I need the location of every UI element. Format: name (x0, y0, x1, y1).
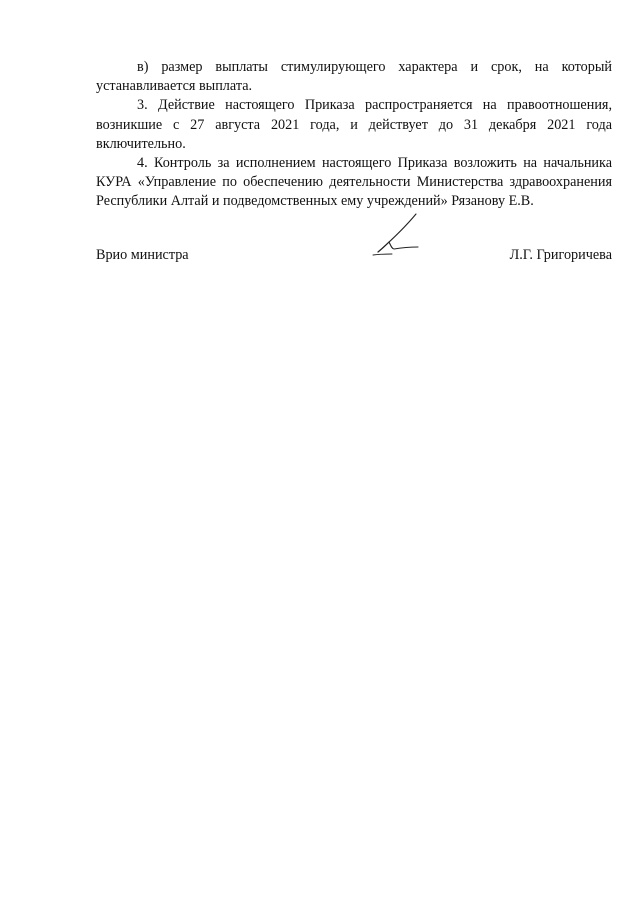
paragraph-item-3: 3. Действие настоящего Приказа распространяется на правоотношения, возникшие с 27 августа 2021 года, и действует до 31 декабря 2021 года включительно. (96, 97, 612, 152)
signature-block (96, 244, 612, 268)
paragraph-item-v: в) размер выплаты стимулирующего характера и срок, на который устанавливается выплата. (96, 59, 612, 95)
handwritten-signature-icon (372, 212, 424, 258)
signatory-position: Врио министра (96, 247, 189, 263)
signatory-name: Л.Г. Григоричева (509, 247, 612, 263)
paragraph-item-4: 4. Контроль за исполнением настоящего Приказа возложить на начальника КУРА «Управление по обеспечению деятельности Министерства здравоохранения Республики Алтай и подведомственных ему учреждений» Рязанову Е.В. (96, 155, 612, 210)
document-body (96, 58, 612, 212)
